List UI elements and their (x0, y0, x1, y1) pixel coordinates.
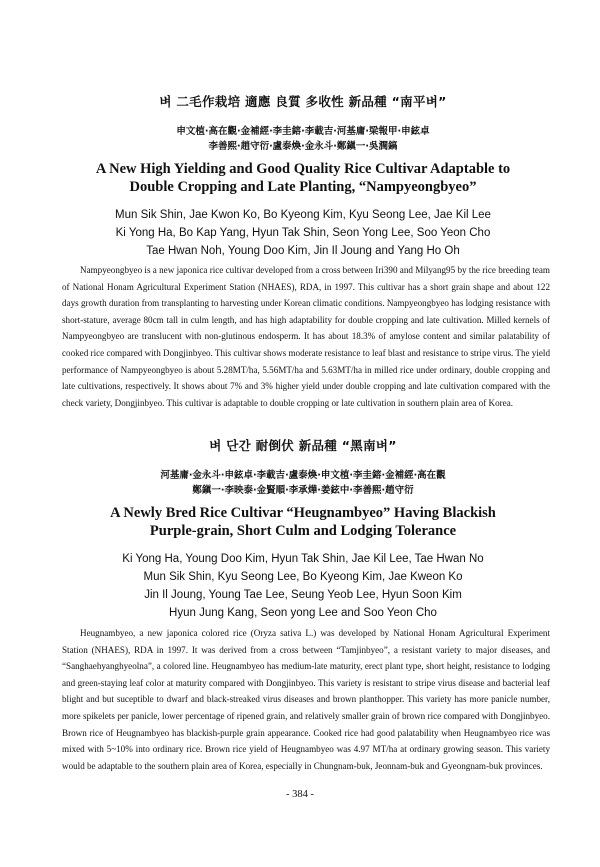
page-number: - 384 - (286, 789, 314, 800)
english-authors-line: Jin Il Joung, Young Tae Lee, Seung Yeob Lee, Hyun Soon Kim (144, 589, 462, 601)
english-authors-line: Ki Yong Ha, Young Doo Kim, Hyun Tak Shin, Jae Kil Lee, Tae Hwan No (122, 553, 484, 565)
korean-authors-line: 鄭鎭一·李映泰·金賢順·李承燁·姜鉉中·李善熙·趙守衍 (192, 485, 414, 496)
english-authors-line: Mun Sik Shin, Jae Kwon Ko, Bo Kyeong Kim, Kyu Seong Lee, Jae Kil Lee (115, 209, 491, 221)
korean-title: 벼 二毛作栽培 適應 良質 多收性 新品種 “南平벼” (159, 94, 447, 109)
english-title-line: A Newly Bred Rice Cultivar “Heugnambyeo” Having Blackish (110, 505, 496, 521)
korean-authors (88, 124, 518, 154)
korean-title: 벼 단간 耐倒伏 新品種 “黑南벼” (209, 438, 397, 453)
english-authors-line: Ki Yong Ha, Bo Kap Yang, Hyun Tak Shin, Seon Yong Lee, Soo Yeon Cho (115, 227, 491, 239)
english-title (88, 160, 518, 196)
article-2-header (88, 436, 518, 638)
english-authors (88, 206, 518, 260)
english-authors-line: Hyun Jung Kang, Seon yong Lee and Soo Yeon Cho (169, 607, 437, 619)
english-authors (88, 550, 518, 622)
korean-authors-line: 河基庸·金永斗·申鉉卓·李載吉·盧泰煥·申文植·李圭鎔·金補經·高在觀 (160, 470, 446, 481)
english-title-line: A New High Yielding and Good Quality Rice Cultivar Adaptable to (95, 161, 511, 177)
article-1-header (88, 92, 518, 276)
english-authors-line: Tae Hwan Noh, Young Doo Kim, Jin Il Joung and Yang Ho Oh (146, 245, 460, 257)
korean-authors (88, 468, 518, 498)
article-2-abstract: Heugnambyeo, a new japonica colored rice (Oryza sativa L.) was developed by National Honam Agricultural Experiment Station (NHAES), RDA in 1997. It was derived from a cross between “Tamjinbyeo”, a resistant variety to major diseases, and “Sanghaehyanghyeolna”, a colored line. Heugnambyeo has medium-late maturity, erect plant type, short height, resistance to lodging and green-staying leaf color at maturity compared with Dongjinbyeo. This variety is resistant to stripe virus disease and bacterial leaf blight and but suceptible to dwarf and black-streaked virus diseases and brown planthopper. This variety has more panicle number, more spikelets per panicle, lower percentage of ripened grain, and relatively smaller grain of brown rice compared with Dongjinbyeo. Brown rice of Heugnambyeo has blackish-purple grain appearance. Cooked rice had good palatability when Heugnambyeo rice was mixed with 5~10% into ordinary rice. Brown rice yield of Heugnambyeo was 4.97 MT/ha at ordinary growing season. This variety would be adaptable to the southern plain area of Korea, especially in Chungnam-buk, Jeonnam-buk and Gyeongnam-buk provinces. (62, 628, 550, 771)
english-title-line: Double Cropping and Late Planting, “Nampyeongbyeo” (129, 179, 477, 195)
korean-authors-line: 李善熙·趙守衍·盧泰煥·金永斗·鄭鎭一·吳潤鎬 (208, 141, 398, 152)
article-1-abstract: Nampyeongbyeo is a new japonica rice cultivar developed from a cross between Iri390 and Milyang95 by the rice breeding team of National Honam Agricultural Experiment Station (NHAES), RDA, in 1997. This cultivar has a short grain shape and about 122 days growth duration from transplanting to harvesting under Korean climatic conditions. Nampyeongbyeo has lodging resistance with short-stature, average 80cm tall in culm length, and has high adaptability for double cropping and late cultivation. Milled kernels of Nampyeongbyeo are translucent with non-glutinous endosperm. It has about 18.3% of amylose content and similar palatability of cooked rice compared with Dongjinbyeo. This cultivar shows moderate resistance to leaf blast and resistance to stripe virus. The yield performance of Nampyeongbyeo is about 5.28MT/ha, 5.56MT/ha and 5.63MT/ha in milled rice under ordinary, double cropping and late cultivations, respectively. It shows about 7% and 3% higher yield under double cropping and late cultivation compared with the check variety, Dongjinbyeo. This cultivar is adaptable to double cropping or late cultivation in southern plain area of Korea. (62, 265, 550, 408)
english-title-line: Purple-grain, Short Culm and Lodging Tolerance (149, 523, 457, 539)
english-title (88, 504, 518, 540)
english-authors-line: Mun Sik Shin, Kyu Seong Lee, Bo Kyeong Kim, Jae Kweon Ko (143, 571, 463, 583)
korean-authors-line: 申文植·高在觀·金補經·李圭鎔·李載吉·河基庸·梁報甲·申鉉卓 (176, 126, 430, 137)
